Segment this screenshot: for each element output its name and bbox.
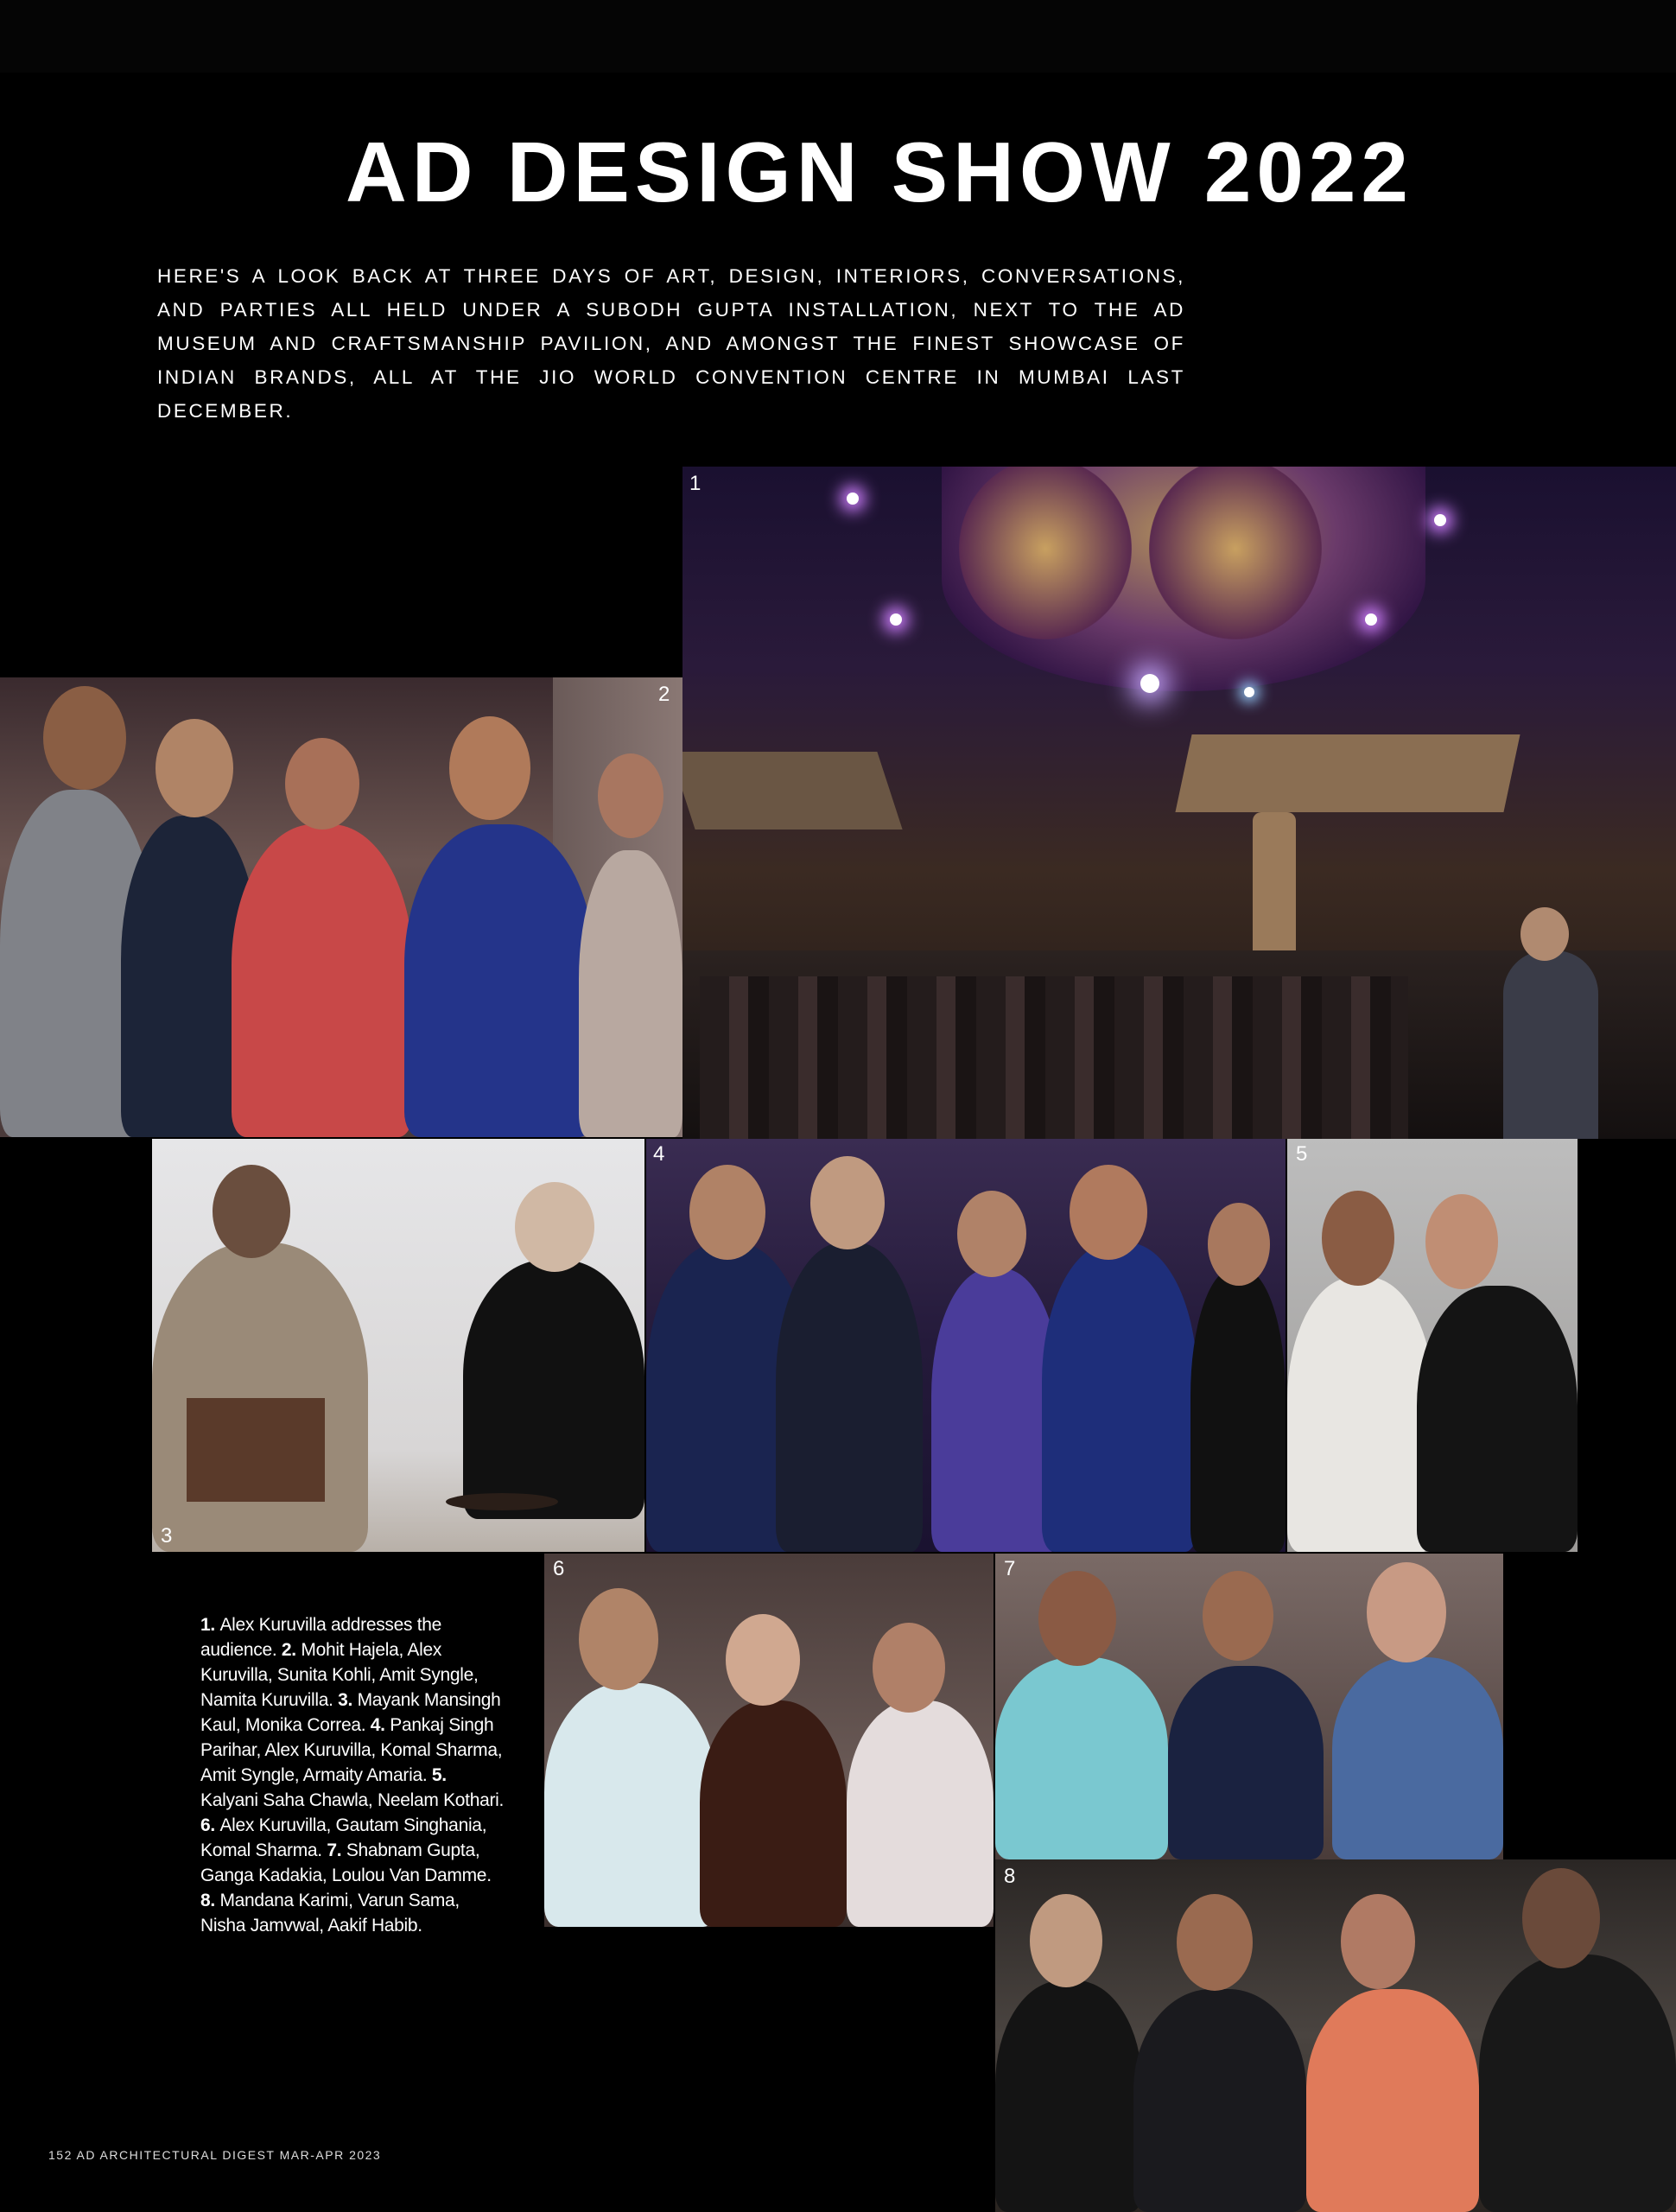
caption-number: 6. bbox=[200, 1815, 220, 1835]
photo-1-event-hall bbox=[682, 467, 1676, 1139]
photo-6-trio bbox=[544, 1554, 994, 1927]
photo-number: 1 bbox=[689, 472, 702, 495]
photo-number: 8 bbox=[1004, 1865, 1016, 1888]
top-band bbox=[0, 0, 1676, 73]
intro-paragraph: HERE'S A LOOK BACK AT THREE DAYS OF ART, DESIGN, INTERIORS, CONVERSATIONS, AND PARTIES ALL HELD UNDER A SUBODH GUPTA INSTALLATION, NEXT TO THE AD MUSEUM AND CRAFTSMANSHIP PAVILION, AND AMONGST THE FINEST SHOWCASE OF INDIAN BRANDS, ALL AT THE JIO WORLD CONVENTION CENTRE IN MUMBAI LAST DECEMBER. bbox=[157, 265, 1185, 422]
caption-text: Pankaj Singh Parihar, Alex Kuruvilla, Komal Sharma, Amit Syngle, Armaity Amaria. bbox=[200, 1715, 503, 1785]
caption-text: Kalyani Saha Chawla, Neelam Kothari. bbox=[200, 1790, 505, 1810]
photo-number: 5 bbox=[1296, 1142, 1308, 1166]
photo-2-group bbox=[0, 677, 682, 1137]
photo-4-toast-group bbox=[646, 1139, 1286, 1552]
caption-number: 8. bbox=[200, 1891, 220, 1910]
caption-number: 1. bbox=[200, 1615, 220, 1635]
photo-3-seated-talk bbox=[152, 1139, 644, 1552]
photo-number: 2 bbox=[658, 683, 670, 706]
page-title: AD DESIGN SHOW 2022 bbox=[346, 124, 1413, 219]
photo-number: 7 bbox=[1004, 1557, 1016, 1580]
caption-text: Mohit Hajela, Alex Kuruvilla, Sunita Kohli, Amit Syngle, Namita Kuruvilla. bbox=[200, 1640, 479, 1710]
page-footer: 152 AD ARCHITECTURAL DIGEST MAR-APR 2023 bbox=[48, 2148, 382, 2162]
caption-text: Shabnam Gupta, Ganga Kadakia, Loulou Van Damme. bbox=[200, 1840, 492, 1885]
photo-number: 3 bbox=[161, 1524, 173, 1548]
photo-number: 4 bbox=[653, 1142, 665, 1166]
caption-text: Alex Kuruvilla, Gautam Singhania, Komal Sharma. bbox=[200, 1815, 487, 1860]
photo-5-two-women bbox=[1287, 1139, 1578, 1552]
photo-7-trio bbox=[995, 1554, 1503, 1859]
photo-8-group bbox=[995, 1859, 1676, 2212]
caption-number: 2. bbox=[281, 1640, 302, 1660]
photo-captions bbox=[200, 1612, 505, 1938]
caption-number: 7. bbox=[327, 1840, 346, 1860]
caption-text: Mayank Mansingh Kaul, Monika Correa. bbox=[200, 1690, 501, 1735]
caption-text: Alex Kuruvilla addresses the audience. bbox=[200, 1615, 442, 1660]
caption-number: 3. bbox=[338, 1690, 358, 1710]
photo-number: 6 bbox=[553, 1557, 565, 1580]
caption-number: 4. bbox=[370, 1715, 390, 1735]
caption-text: Mandana Karimi, Varun Sama, Nisha Jamvwal, Aakif Habib. bbox=[200, 1891, 460, 1936]
caption-number: 5. bbox=[431, 1765, 447, 1785]
